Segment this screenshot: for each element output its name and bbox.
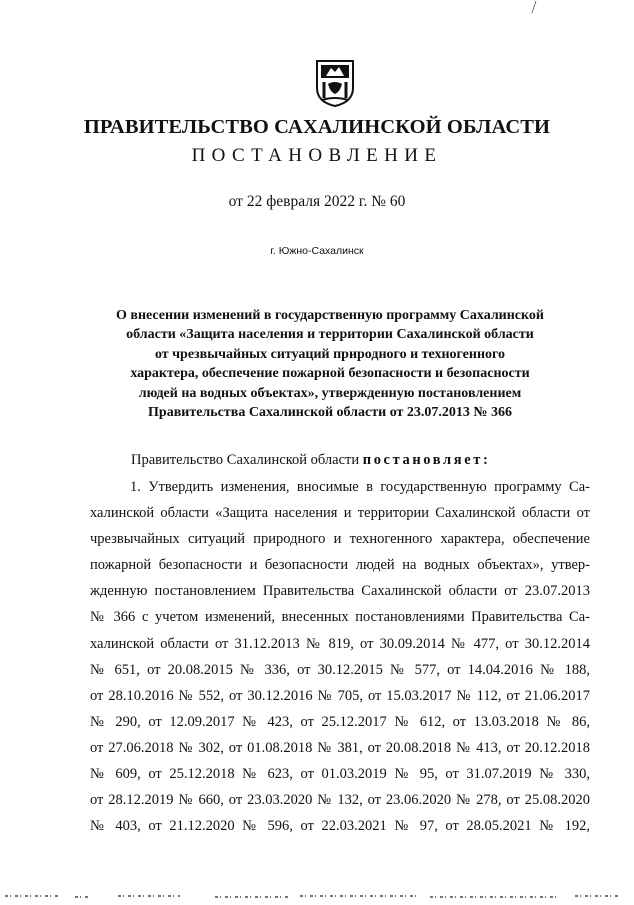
body-line: жденную постановлением Правительства Сахалинской области от 23.07.2013 [90, 583, 590, 600]
body-line: № 290, от 12.09.2017 № 423, от 25.12.2017 № 612, от 13.03.2018 № 86, [90, 713, 590, 730]
body-line: № 609, от 25.12.2018 № 623, от 01.03.2019 № 95, от 31.07.2019 № 330, [90, 766, 590, 783]
subject-line: Правительства Сахалинской области от 23.07.2013 № 366 [148, 405, 512, 421]
government-title: ПРАВИТЕЛЬСТВО САХАЛИНСКОЙ ОБЛАСТИ [83, 116, 551, 138]
body-line: от 28.12.2019 № 660, от 23.03.2020 № 132, от 23.06.2020 № 278, от 25.08.2020 [90, 792, 590, 809]
body-line: от 27.06.2018 № 302, от 01.08.2018 № 381, от 20.08.2018 № 413, от 20.12.2018 [90, 739, 590, 756]
scan-artifact-strip [0, 888, 634, 905]
body-line: халинской области «Защита населения и территории Сахалинской области от [90, 505, 590, 522]
subject-line: характера, обеспечение пожарной безопасности и безопасности [130, 366, 530, 382]
body-line: от 28.10.2016 № 552, от 30.12.2016 № 705, от 15.03.2017 № 112, от 21.06.2017 [90, 687, 590, 704]
document-subject [90, 306, 570, 422]
body-line: чрезвычайных ситуаций природного и техногенного характера, обеспечение [90, 531, 590, 548]
document-date-number: от 22 февраля 2022 г. № 60 [228, 193, 406, 210]
document-city: г. Южно-Сахалинск [270, 245, 364, 257]
body-line: № 366 с учетом изменений, внесенных постановлениями Правительства Са- [90, 609, 590, 626]
body-paragraph [90, 474, 590, 839]
subject-line: области «Защита населения и территории Сахалинской области [126, 327, 534, 343]
body-line: № 651, от 20.08.2015 № 336, от 30.12.2015 № 577, от 14.04.2016 № 188, [90, 661, 590, 678]
preamble-subject: Правительство Сахалинской области [131, 452, 363, 468]
preamble [131, 451, 490, 469]
body-line: № 403, от 21.12.2020 № 596, от 22.03.2021 № 97, от 28.05.2021 № 192, [90, 818, 590, 835]
document-type: ПОСТАНОВЛЕНИЕ [191, 145, 443, 166]
body-line: 1. Утвердить изменения, вносимые в государственную программу Са- [130, 479, 590, 495]
pen-mark [528, 0, 540, 14]
subject-line: от чрезвычайных ситуаций природного и техногенного [154, 346, 506, 362]
body-line: пожарной безопасности и безопасности людей на водных объектах», утвер- [90, 557, 590, 574]
body-line: халинской области от 31.12.2013 № 819, от 30.09.2014 № 477, от 30.12.2014 [90, 635, 590, 652]
subject-line: О внесении изменений в государственную программу Сахалинской [116, 308, 544, 323]
coat-of-arms-icon [314, 58, 356, 108]
subject-line: людей на водных объектах», утвержденную постановлением [138, 385, 522, 401]
preamble-verb: постановляет: [362, 452, 491, 468]
